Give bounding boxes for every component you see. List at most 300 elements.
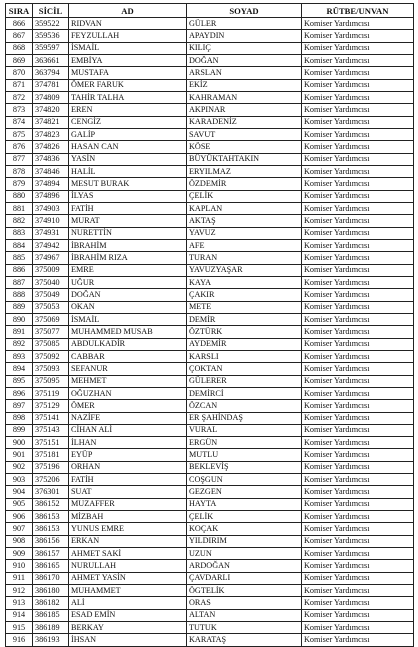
table-row: [6, 461, 414, 473]
table-row: [6, 486, 414, 498]
table-row: [6, 301, 414, 313]
cell-sicil: 374903: [33, 202, 69, 214]
cell-rutbe: Komiser Yardımcısı: [302, 276, 414, 288]
cell-sira: 891: [6, 326, 33, 338]
cell-rutbe: Komiser Yardımcısı: [302, 227, 414, 239]
table-row: [6, 227, 414, 239]
cell-ad: GALİP: [69, 128, 187, 140]
cell-sira: 909: [6, 548, 33, 560]
cell-soyad: TUTUK: [187, 622, 302, 634]
cell-sira: 897: [6, 400, 33, 412]
cell-sira: 912: [6, 585, 33, 597]
cell-sicil: 375119: [33, 387, 69, 399]
cell-sicil: 374942: [33, 239, 69, 251]
cell-soyad: TURAN: [187, 252, 302, 264]
cell-soyad: YAVUZ: [187, 227, 302, 239]
cell-sira: 915: [6, 622, 33, 634]
cell-sicil: 386156: [33, 535, 69, 547]
cell-ad: İBRAHİM: [69, 239, 187, 251]
cell-soyad: ÇAVDARLI: [187, 572, 302, 584]
cell-rutbe: Komiser Yardımcısı: [302, 326, 414, 338]
cell-soyad: AKTAŞ: [187, 215, 302, 227]
cell-ad: İLYAS: [69, 190, 187, 202]
table-row: [6, 313, 414, 325]
cell-sira: 876: [6, 141, 33, 153]
table-row: [6, 153, 414, 165]
cell-soyad: EKİZ: [187, 79, 302, 91]
header-sicil: SİCİL: [33, 4, 69, 18]
cell-sira: 898: [6, 412, 33, 424]
cell-soyad: AKPINAR: [187, 104, 302, 116]
table-row: [6, 116, 414, 128]
table-row: [6, 338, 414, 350]
cell-ad: MEHMET: [69, 375, 187, 387]
cell-sira: 900: [6, 437, 33, 449]
cell-soyad: BEKLEVİŞ: [187, 461, 302, 473]
cell-soyad: ERYILMAZ: [187, 165, 302, 177]
cell-sicil: 375196: [33, 461, 69, 473]
cell-ad: EMRE: [69, 264, 187, 276]
table-row: [6, 572, 414, 584]
cell-soyad: METE: [187, 301, 302, 313]
table-header-row: [6, 4, 414, 18]
cell-sira: 889: [6, 301, 33, 313]
cell-rutbe: Komiser Yardımcısı: [302, 202, 414, 214]
cell-sira: 873: [6, 104, 33, 116]
cell-rutbe: Komiser Yardımcısı: [302, 511, 414, 523]
cell-rutbe: Komiser Yardımcısı: [302, 609, 414, 621]
cell-rutbe: Komiser Yardımcısı: [302, 91, 414, 103]
cell-soyad: ARDOĞAN: [187, 560, 302, 572]
cell-sicil: 376301: [33, 486, 69, 498]
cell-rutbe: Komiser Yardımcısı: [302, 535, 414, 547]
table-row: [6, 634, 414, 646]
cell-soyad: ÇELİK: [187, 190, 302, 202]
cell-sira: 895: [6, 375, 33, 387]
cell-soyad: ÇOKTAN: [187, 363, 302, 375]
personnel-table: [5, 3, 414, 647]
cell-ad: YUNUS EMRE: [69, 523, 187, 535]
cell-rutbe: Komiser Yardımcısı: [302, 375, 414, 387]
cell-sira: 866: [6, 18, 33, 30]
cell-rutbe: Komiser Yardımcısı: [302, 363, 414, 375]
cell-ad: FATİH: [69, 202, 187, 214]
table-row: [6, 387, 414, 399]
table-row: [6, 18, 414, 30]
cell-sicil: 375077: [33, 326, 69, 338]
cell-ad: EREN: [69, 104, 187, 116]
header-ad: AD: [69, 4, 187, 18]
cell-soyad: COŞGUN: [187, 474, 302, 486]
cell-sicil: 363794: [33, 67, 69, 79]
table-row: [6, 252, 414, 264]
cell-soyad: APAYDIN: [187, 30, 302, 42]
cell-ad: CENGİZ: [69, 116, 187, 128]
header-rutbe: RÜTBE/UNVAN: [302, 4, 414, 18]
cell-soyad: ÖZCAN: [187, 400, 302, 412]
cell-soyad: ÖZDEMİR: [187, 178, 302, 190]
cell-ad: HALİL: [69, 165, 187, 177]
cell-sira: 872: [6, 91, 33, 103]
cell-sicil: 375092: [33, 350, 69, 362]
cell-ad: NAZİFE: [69, 412, 187, 424]
table-row: [6, 215, 414, 227]
cell-ad: CABBAR: [69, 350, 187, 362]
table-row: [6, 609, 414, 621]
table-row: [6, 165, 414, 177]
cell-sicil: 386153: [33, 523, 69, 535]
cell-soyad: YAVUZYAŞAR: [187, 264, 302, 276]
table-row: [6, 67, 414, 79]
cell-sicil: 363661: [33, 54, 69, 66]
table-row: [6, 91, 414, 103]
table-row: [6, 474, 414, 486]
cell-sicil: 375049: [33, 289, 69, 301]
cell-sira: 882: [6, 215, 33, 227]
cell-rutbe: Komiser Yardımcısı: [302, 523, 414, 535]
cell-soyad: DEMİRCİ: [187, 387, 302, 399]
cell-sira: 896: [6, 387, 33, 399]
cell-rutbe: Komiser Yardımcısı: [302, 585, 414, 597]
cell-sira: 878: [6, 165, 33, 177]
cell-soyad: KAHRAMAN: [187, 91, 302, 103]
cell-sira: 904: [6, 486, 33, 498]
cell-sicil: 386180: [33, 585, 69, 597]
table-row: [6, 202, 414, 214]
cell-ad: ABDULKADİR: [69, 338, 187, 350]
table-row: [6, 424, 414, 436]
cell-ad: İHSAN: [69, 634, 187, 646]
cell-sira: 883: [6, 227, 33, 239]
cell-sira: 908: [6, 535, 33, 547]
cell-rutbe: Komiser Yardımcısı: [302, 165, 414, 177]
cell-ad: ÖMER FARUK: [69, 79, 187, 91]
table-row: [6, 523, 414, 535]
cell-sira: 870: [6, 67, 33, 79]
cell-rutbe: Komiser Yardımcısı: [302, 67, 414, 79]
cell-ad: FATİH: [69, 474, 187, 486]
cell-sicil: 374809: [33, 91, 69, 103]
cell-rutbe: Komiser Yardımcısı: [302, 622, 414, 634]
cell-sicil: 386193: [33, 634, 69, 646]
cell-ad: CİHAN ALİ: [69, 424, 187, 436]
cell-ad: MUHAMMET: [69, 585, 187, 597]
cell-ad: DOĞAN: [69, 289, 187, 301]
cell-sira: 905: [6, 498, 33, 510]
table-row: [6, 79, 414, 91]
cell-soyad: GÜLER: [187, 18, 302, 30]
table-row: [6, 363, 414, 375]
cell-sira: 881: [6, 202, 33, 214]
cell-soyad: KAYA: [187, 276, 302, 288]
cell-sira: 875: [6, 128, 33, 140]
cell-soyad: MUTLU: [187, 449, 302, 461]
cell-sicil: 375181: [33, 449, 69, 461]
cell-ad: ALİ: [69, 597, 187, 609]
cell-ad: OKAN: [69, 301, 187, 313]
cell-rutbe: Komiser Yardımcısı: [302, 54, 414, 66]
cell-rutbe: Komiser Yardımcısı: [302, 215, 414, 227]
cell-soyad: KARATAŞ: [187, 634, 302, 646]
table-row: [6, 437, 414, 449]
cell-sira: 893: [6, 350, 33, 362]
cell-soyad: SAVUT: [187, 128, 302, 140]
cell-sira: 914: [6, 609, 33, 621]
cell-rutbe: Komiser Yardımcısı: [302, 252, 414, 264]
cell-ad: MUHAMMED MUSAB: [69, 326, 187, 338]
cell-ad: RIDVAN: [69, 18, 187, 30]
cell-ad: İBRAHİM RIZA: [69, 252, 187, 264]
cell-soyad: ÖZTÜRK: [187, 326, 302, 338]
cell-rutbe: Komiser Yardımcısı: [302, 412, 414, 424]
cell-rutbe: Komiser Yardımcısı: [302, 437, 414, 449]
table-row: [6, 511, 414, 523]
cell-rutbe: Komiser Yardımcısı: [302, 424, 414, 436]
cell-ad: AHMET YASİN: [69, 572, 187, 584]
cell-soyad: VURAL: [187, 424, 302, 436]
table-body: [6, 18, 414, 647]
cell-soyad: BÜYÜKTAHTAKIN: [187, 153, 302, 165]
cell-sicil: 375069: [33, 313, 69, 325]
cell-ad: MUZAFFER: [69, 498, 187, 510]
cell-sicil: 386185: [33, 609, 69, 621]
cell-sira: 886: [6, 264, 33, 276]
cell-rutbe: Komiser Yardımcısı: [302, 178, 414, 190]
cell-sira: 892: [6, 338, 33, 350]
cell-rutbe: Komiser Yardımcısı: [302, 548, 414, 560]
cell-sicil: 375141: [33, 412, 69, 424]
cell-sira: 907: [6, 523, 33, 535]
cell-sira: 899: [6, 424, 33, 436]
cell-sicil: 386189: [33, 622, 69, 634]
cell-sira: 913: [6, 597, 33, 609]
cell-sicil: 359597: [33, 42, 69, 54]
cell-rutbe: Komiser Yardımcısı: [302, 18, 414, 30]
cell-rutbe: Komiser Yardımcısı: [302, 634, 414, 646]
cell-sira: 871: [6, 79, 33, 91]
cell-sicil: 374820: [33, 104, 69, 116]
cell-ad: AHMET SAKİ: [69, 548, 187, 560]
cell-sira: 877: [6, 153, 33, 165]
cell-sicil: 375053: [33, 301, 69, 313]
cell-sicil: 374896: [33, 190, 69, 202]
cell-ad: OĞUZHAN: [69, 387, 187, 399]
cell-soyad: YILDIRIM: [187, 535, 302, 547]
cell-ad: İSMAİL: [69, 42, 187, 54]
cell-sira: 879: [6, 178, 33, 190]
cell-rutbe: Komiser Yardımcısı: [302, 239, 414, 251]
cell-sicil: 386152: [33, 498, 69, 510]
table-row: [6, 560, 414, 572]
cell-rutbe: Komiser Yardımcısı: [302, 498, 414, 510]
cell-ad: ESAD EMİN: [69, 609, 187, 621]
cell-sicil: 375095: [33, 375, 69, 387]
table-row: [6, 141, 414, 153]
table-row: [6, 548, 414, 560]
cell-soyad: KOÇAK: [187, 523, 302, 535]
table-row: [6, 239, 414, 251]
cell-sicil: 375206: [33, 474, 69, 486]
cell-sicil: 386170: [33, 572, 69, 584]
cell-sira: 887: [6, 276, 33, 288]
cell-sira: 911: [6, 572, 33, 584]
cell-ad: EYÜP: [69, 449, 187, 461]
cell-rutbe: Komiser Yardımcısı: [302, 387, 414, 399]
cell-rutbe: Komiser Yardımcısı: [302, 572, 414, 584]
table-row: [6, 350, 414, 362]
cell-sira: 874: [6, 116, 33, 128]
cell-rutbe: Komiser Yardımcısı: [302, 116, 414, 128]
cell-sicil: 374836: [33, 153, 69, 165]
table-row: [6, 128, 414, 140]
cell-ad: ERKAN: [69, 535, 187, 547]
cell-sira: 869: [6, 54, 33, 66]
cell-sira: 880: [6, 190, 33, 202]
cell-sicil: 375151: [33, 437, 69, 449]
personnel-list-page: [5, 3, 413, 647]
cell-rutbe: Komiser Yardımcısı: [302, 30, 414, 42]
cell-soyad: ÇAKIR: [187, 289, 302, 301]
table-row: [6, 597, 414, 609]
cell-soyad: ARSLAN: [187, 67, 302, 79]
table-row: [6, 622, 414, 634]
cell-soyad: ERGÜN: [187, 437, 302, 449]
cell-soyad: AFE: [187, 239, 302, 251]
cell-sicil: 375040: [33, 276, 69, 288]
cell-sicil: 374910: [33, 215, 69, 227]
cell-ad: EMBİYA: [69, 54, 187, 66]
cell-sicil: 375143: [33, 424, 69, 436]
table-row: [6, 190, 414, 202]
table-row: [6, 412, 414, 424]
cell-soyad: ER ŞAHİNDAŞ: [187, 412, 302, 424]
table-row: [6, 585, 414, 597]
cell-sicil: 359522: [33, 18, 69, 30]
table-row: [6, 276, 414, 288]
table-row: [6, 54, 414, 66]
cell-ad: MURAT: [69, 215, 187, 227]
cell-sira: 901: [6, 449, 33, 461]
table-row: [6, 178, 414, 190]
cell-rutbe: Komiser Yardımcısı: [302, 190, 414, 202]
cell-soyad: ORAS: [187, 597, 302, 609]
cell-ad: MUSTAFA: [69, 67, 187, 79]
cell-soyad: KAPLAN: [187, 202, 302, 214]
cell-rutbe: Komiser Yardımcısı: [302, 301, 414, 313]
header-soyad: SOYAD: [187, 4, 302, 18]
cell-rutbe: Komiser Yardımcısı: [302, 338, 414, 350]
cell-sira: 885: [6, 252, 33, 264]
cell-sicil: 374823: [33, 128, 69, 140]
cell-sira: 867: [6, 30, 33, 42]
cell-sicil: 386165: [33, 560, 69, 572]
table-row: [6, 535, 414, 547]
table-row: [6, 400, 414, 412]
cell-soyad: HAYTA: [187, 498, 302, 510]
cell-rutbe: Komiser Yardımcısı: [302, 597, 414, 609]
table-row: [6, 375, 414, 387]
cell-sicil: 375009: [33, 264, 69, 276]
cell-sira: 894: [6, 363, 33, 375]
table-row: [6, 104, 414, 116]
table-row: [6, 289, 414, 301]
cell-soyad: ÇELİK: [187, 511, 302, 523]
cell-ad: MESUT BURAK: [69, 178, 187, 190]
cell-soyad: KÖSE: [187, 141, 302, 153]
cell-rutbe: Komiser Yardımcısı: [302, 461, 414, 473]
cell-ad: SUAT: [69, 486, 187, 498]
cell-sicil: 374967: [33, 252, 69, 264]
cell-sicil: 374846: [33, 165, 69, 177]
cell-sicil: 359536: [33, 30, 69, 42]
cell-sira: 868: [6, 42, 33, 54]
table-row: [6, 326, 414, 338]
cell-ad: UĞUR: [69, 276, 187, 288]
cell-soyad: ÖGTELİK: [187, 585, 302, 597]
table-row: [6, 264, 414, 276]
cell-rutbe: Komiser Yardımcısı: [302, 42, 414, 54]
cell-ad: YASİN: [69, 153, 187, 165]
cell-sicil: 374781: [33, 79, 69, 91]
cell-sicil: 386182: [33, 597, 69, 609]
cell-ad: NURULLAH: [69, 560, 187, 572]
cell-ad: BERKAY: [69, 622, 187, 634]
cell-rutbe: Komiser Yardımcısı: [302, 128, 414, 140]
cell-rutbe: Komiser Yardımcısı: [302, 449, 414, 461]
cell-sira: 903: [6, 474, 33, 486]
cell-soyad: KARADENİZ: [187, 116, 302, 128]
cell-ad: ORHAN: [69, 461, 187, 473]
cell-rutbe: Komiser Yardımcısı: [302, 350, 414, 362]
cell-sicil: 386157: [33, 548, 69, 560]
cell-ad: SEFANUR: [69, 363, 187, 375]
cell-soyad: ALTAN: [187, 609, 302, 621]
cell-rutbe: Komiser Yardımcısı: [302, 141, 414, 153]
table-row: [6, 30, 414, 42]
cell-soyad: GÜLERER: [187, 375, 302, 387]
cell-ad: İLHAN: [69, 437, 187, 449]
cell-sicil: 375093: [33, 363, 69, 375]
cell-ad: TAHİR TALHA: [69, 91, 187, 103]
header-sira: SIRA: [6, 4, 33, 18]
cell-soyad: KILIÇ: [187, 42, 302, 54]
cell-rutbe: Komiser Yardımcısı: [302, 153, 414, 165]
cell-soyad: DEMİR: [187, 313, 302, 325]
cell-rutbe: Komiser Yardımcısı: [302, 104, 414, 116]
table-row: [6, 498, 414, 510]
cell-sira: 902: [6, 461, 33, 473]
cell-rutbe: Komiser Yardımcısı: [302, 474, 414, 486]
cell-rutbe: Komiser Yardımcısı: [302, 560, 414, 572]
cell-sicil: 386153: [33, 511, 69, 523]
cell-rutbe: Komiser Yardımcısı: [302, 400, 414, 412]
cell-ad: İSMAİL: [69, 313, 187, 325]
cell-ad: NURETTİN: [69, 227, 187, 239]
cell-sicil: 375129: [33, 400, 69, 412]
cell-soyad: DOĞAN: [187, 54, 302, 66]
cell-ad: MİZBAH: [69, 511, 187, 523]
cell-sicil: 374931: [33, 227, 69, 239]
cell-rutbe: Komiser Yardımcısı: [302, 264, 414, 276]
cell-sira: 890: [6, 313, 33, 325]
cell-soyad: KARSLI: [187, 350, 302, 362]
cell-soyad: GEZGEN: [187, 486, 302, 498]
cell-sira: 910: [6, 560, 33, 572]
cell-sira: 906: [6, 511, 33, 523]
cell-rutbe: Komiser Yardımcısı: [302, 289, 414, 301]
cell-sicil: 375085: [33, 338, 69, 350]
cell-ad: ÖMER: [69, 400, 187, 412]
